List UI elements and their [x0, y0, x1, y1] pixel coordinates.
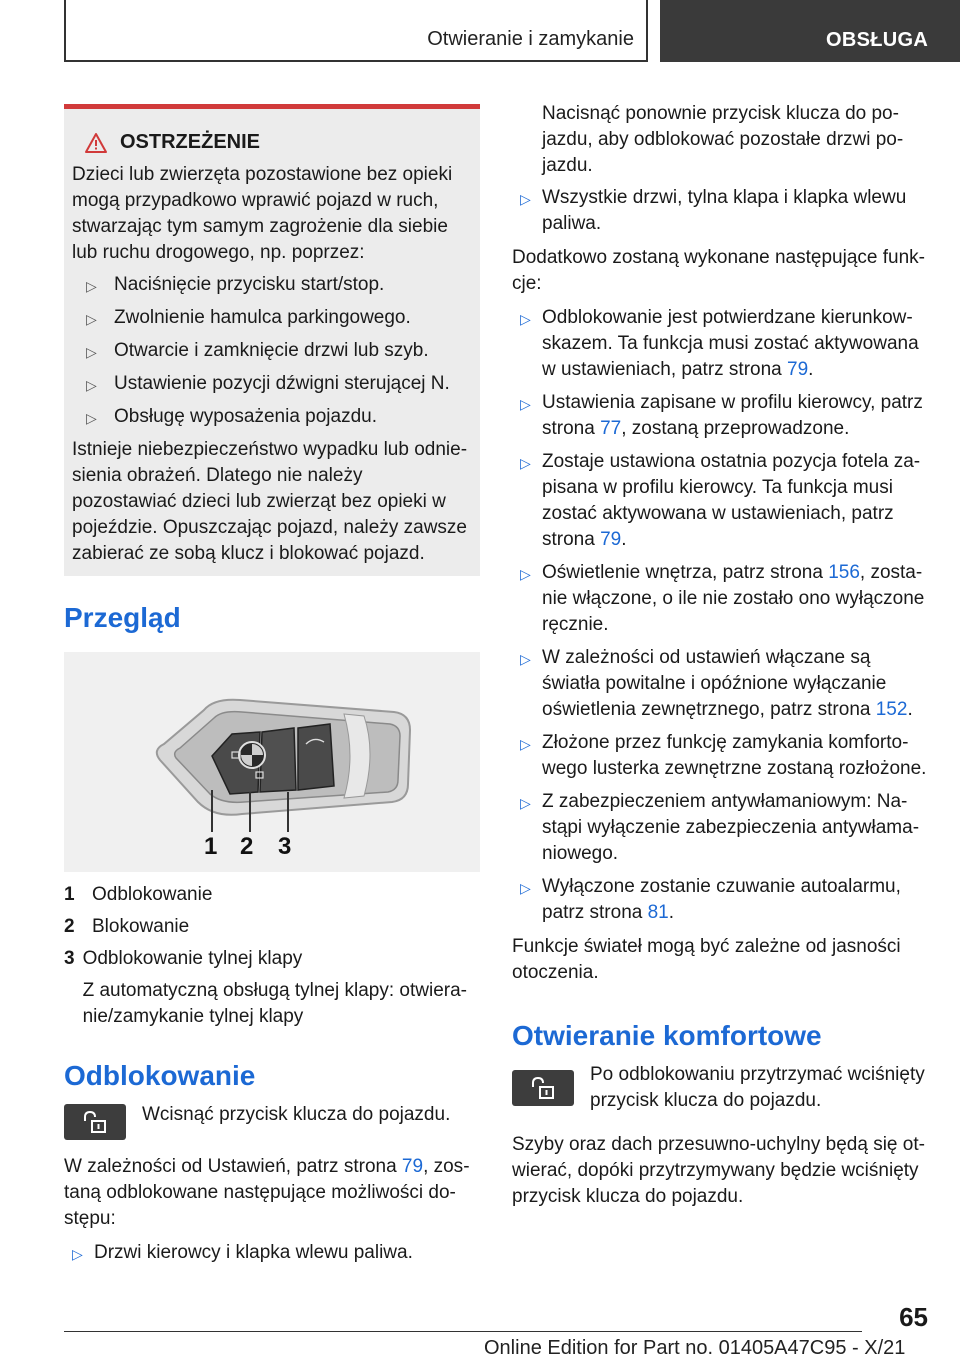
warning-item	[72, 404, 472, 430]
triangle-bullet-icon: ▷	[520, 455, 531, 471]
comfort-paragraph: Szyby oraz dach przesuwno-uchylny będą się otwierać, dopóki przytrzymywany będzie wciśnięty przycisk klucza do pojazdu.	[512, 1134, 925, 1207]
legend-row	[64, 914, 480, 940]
list-item-text: Wszystkie drzwi, tylna klapa i klapka wlewu paliwa.	[542, 187, 907, 234]
warning-item	[72, 305, 472, 331]
legend-number: 2	[64, 916, 75, 937]
page-number: 65	[899, 1302, 928, 1332]
chapter-tab: OBSŁUGA	[660, 0, 960, 62]
legend-subtext: Z automatyczną obsługą tylnej klapy: otwieranie/zamykanie tylnej klapy	[82, 980, 467, 1027]
right-column	[512, 101, 928, 1210]
list-item-text: Drzwi kierowcy i klapka wlewu paliwa.	[94, 1242, 413, 1263]
page-link[interactable]: 77	[600, 418, 622, 439]
triangle-bullet-icon: ▷	[86, 410, 97, 426]
warning-item	[72, 371, 472, 397]
warning-item-text: Zwolnienie hamulca parkingowego.	[114, 307, 411, 328]
warning-intro: Dzieci lub zwierzęta pozostawione bez opieki mogą przypadkowo wprawić pojazd w ruch, stwarzając tym samym zagrożenie dla siebie lub ruchu drogowego, np. poprzez:	[72, 164, 453, 263]
list-item	[512, 730, 928, 782]
section-title: Otwieranie i zamykanie	[427, 28, 634, 50]
triangle-bullet-icon: ▷	[520, 311, 531, 327]
page-link[interactable]: 156	[828, 562, 860, 583]
triangle-bullet-icon: ▷	[520, 651, 531, 667]
triangle-bullet-icon: ▷	[86, 344, 97, 360]
list-item	[512, 789, 928, 867]
list-item: ▷ Oświetlenie wnętrza, patrz strona 156, zostanie włączone, o ile nie zostało ono wyłączone ręcznie.	[520, 562, 925, 635]
key-figure	[64, 652, 480, 872]
list-item-text: Z zabezpieczeniem antywłamaniowym: Nastąpi wyłączenie zabezpieczenia antywłamaniowego.	[542, 791, 920, 864]
triangle-bullet-icon: ▷	[520, 191, 531, 207]
access-list	[512, 185, 928, 237]
legend-text: Blokowanie	[92, 916, 190, 937]
list-item	[64, 1240, 480, 1266]
legend-row	[64, 882, 480, 908]
continuation-text: Nacisnąć ponownie przycisk klucza do pojazdu, aby odblokować pozostałe drzwi pojazdu.	[542, 103, 904, 176]
figure-legend	[64, 882, 480, 1030]
car-key-illustration	[64, 652, 480, 872]
warning-title-text: OSTRZEŻENIE	[120, 131, 261, 153]
footer-divider	[64, 1331, 862, 1332]
list-item	[512, 185, 928, 237]
warning-item	[72, 338, 472, 364]
list-item: ▷ Odblokowanie jest potwierdzane kierunkowskazem. Ta funkcja musi zostać aktywowana w ustawieniach, patrz strona 79.	[520, 307, 919, 380]
functions-intro: Dodatkowo zostaną wykonane następujące funkcje:	[512, 247, 925, 294]
page-link[interactable]: 79	[600, 529, 622, 550]
legend-text: Odblokowanie	[92, 884, 213, 905]
figure-label: 3	[278, 833, 292, 860]
warning-title	[84, 131, 472, 154]
unlock-paragraph: W zależności od Ustawień, patrz strona 79, zostaną odblokowane następujące możliwości dostępu:	[64, 1156, 470, 1229]
page-link[interactable]: 152	[875, 699, 908, 720]
triangle-bullet-icon: ▷	[86, 377, 97, 393]
unlock-button-icon	[64, 1104, 126, 1140]
comfort-heading: Otwieranie komfortowe	[512, 1020, 822, 1051]
list-item: ▷ Zostaje ustawiona ostatnia pozycja fotela zapisana w profilu kierowcy. Ta funkcja musi zostać aktywowana w ustawieniach, patrz strona 79.	[520, 451, 921, 550]
figure-label: 1	[204, 833, 218, 860]
warning-item-text: Obsługę wyposażenia pojazdu.	[114, 406, 378, 427]
warning-item-text: Ustawienie pozycji dźwigni sterującej N.	[114, 373, 450, 394]
triangle-bullet-icon: ▷	[72, 1246, 83, 1262]
list-item: ▷ Wyłączone zostanie czuwanie autoalarmu, patrz strona 81.	[520, 876, 901, 923]
triangle-bullet-icon: ▷	[520, 880, 531, 896]
unlock-list	[64, 1240, 480, 1266]
warning-list	[72, 272, 472, 430]
warning-item-text: Otwarcie i zamknięcie drzwi lub szyb.	[114, 340, 429, 361]
figure-label: 2	[240, 833, 254, 860]
edition-text: Online Edition for Part no. 01405A47C95 - X/21	[484, 1337, 906, 1359]
left-column	[64, 104, 480, 1273]
unlock-instruction: Wcisnąć przycisk klucza do pojazdu.	[142, 1104, 451, 1125]
legend-number: 1	[64, 884, 75, 905]
unlock-icon-row	[64, 1096, 480, 1140]
warning-box	[64, 104, 480, 576]
list-item: ▷ Ustawienia zapisane w profilu kierowcy, patrz strona 77, zostaną przeprowadzone.	[520, 392, 923, 439]
page-link[interactable]: 79	[787, 359, 809, 380]
triangle-bullet-icon: ▷	[520, 566, 531, 582]
triangle-bullet-icon: ▷	[86, 278, 97, 294]
unlock-button-icon	[512, 1070, 574, 1106]
warning-item	[72, 272, 472, 298]
triangle-bullet-icon: ▷	[86, 311, 97, 327]
warning-item-text: Naciśnięcie przycisku start/stop.	[114, 274, 385, 295]
functions-list	[512, 305, 928, 926]
legend-row	[64, 946, 480, 1030]
lights-note: Funkcje świateł mogą być zależne od jasności otoczenia.	[512, 936, 901, 983]
page-link[interactable]: 81	[647, 902, 669, 923]
list-item: ▷ W zależności od ustawień włączane są światła powitalne i opóźnione wyłączanie oświetlenia zewnętrznego, patrz strona 152.	[520, 647, 913, 720]
comfort-instruction: Po odblokowaniu przytrzymać wciśnięty przycisk klucza do pojazdu.	[590, 1064, 925, 1111]
unlock-heading: Odblokowanie	[64, 1060, 256, 1091]
header-frame	[64, 0, 648, 62]
page-link[interactable]: 79	[401, 1156, 424, 1177]
triangle-bullet-icon: ▷	[520, 736, 531, 752]
list-item-text: Złożone przez funkcję zamykania komfortowego lusterka zewnętrzne zostaną rozłożone.	[542, 732, 927, 779]
legend-text: Odblokowanie tylnej klapy	[82, 948, 303, 969]
warning-triangle-icon	[84, 132, 108, 154]
comfort-icon-row	[512, 1062, 928, 1114]
legend-number: 3	[64, 948, 75, 969]
overview-heading: Przegląd	[64, 602, 181, 633]
warning-outro: Istnieje niebezpieczeństwo wypadku lub odniesienia obrażeń. Dlatego nie należy pozostawiać dzieci lub zwierząt bez opieki w pojeździe. Opuszczając pojazd, należy zawsze zabierać ze sobą klucz i blokować pojazd.	[72, 439, 468, 564]
triangle-bullet-icon: ▷	[520, 396, 531, 412]
triangle-bullet-icon: ▷	[520, 795, 531, 811]
